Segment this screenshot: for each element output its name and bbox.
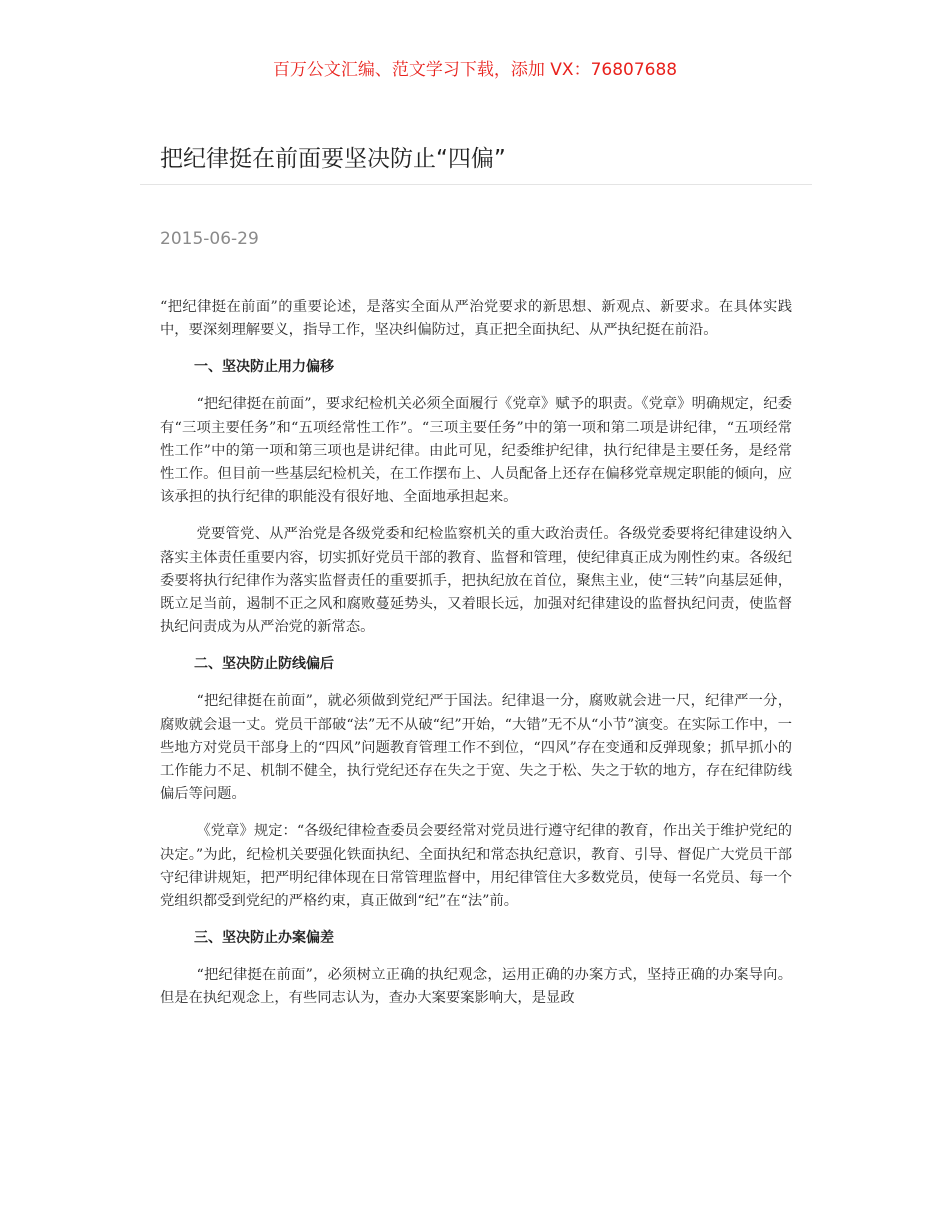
paragraph: “把纪律挺在前面”，就必须做到党纪严于国法。纪律退一分，腐败就会进一尺，纪律严一分，腐败就会退一丈。党员干部破“法”无不从破“纪”开始，“大错”无不从“小节”演变。在实际工作中，一些地方对党员干部身上的“四风”问题教育管理工作不到位，“四风”存在变通和反弹现象；抓早抓小的工作能力不足、机制不健全，执行党纪还存在失之于宽、失之于松、失之于软的地方，存在纪律防线偏后等问题。 bbox=[160, 693, 792, 803]
section-heading: 一、坚决防止用力偏移 bbox=[194, 359, 334, 376]
intro-paragraph: “把纪律挺在前面”的重要论述，是落实全面从严治党要求的新思想、新观点、新要求。在具体实践中，要深刻理解要义，指导工作，坚决纠偏防过，真正把全面执纪、从严执纪挺在前沿。 bbox=[160, 299, 792, 339]
paragraph: 《党章》规定：“各级纪律检查委员会要经常对党员进行遵守纪律的教育，作出关于维护党纪的决定。”为此，纪检机关要强化铁面执纪、全面执纪和常态执纪意识，教育、引导、督促广大党员干部守纪律讲规矩，把严明纪律体现在日常管理监督中，用纪律管住大多数党员，使每一名党员、每一个党组织都受到党纪的严格约束，真正做到“纪”在“法”前。 bbox=[160, 823, 792, 910]
promo-banner: 百万公文汇编、范文学习下载，添加 VX：76807688 bbox=[272, 60, 678, 80]
section-heading: 三、坚决防止办案偏差 bbox=[194, 930, 334, 947]
article-body bbox=[160, 296, 792, 1025]
title-divider bbox=[140, 184, 812, 185]
paragraph: 党要管党、从严治党是各级党委和纪检监察机关的重大政治责任。各级党委要将纪律建设纳入落实主体责任重要内容，切实抓好党员干部的教育、监督和管理，使纪律真正成为刚性约束。各级纪委要将执行纪律作为落实监督责任的重要抓手，把执纪放在首位，聚焦主业，使“三转”向基层延伸，既立足当前，遏制不正之风和腐败蔓延势头，又着眼长远，加强对纪律建设的监督执纪问责，使监督执纪问责成为从严治党的新常态。 bbox=[160, 526, 792, 636]
paragraph: “把纪律挺在前面”，必须树立正确的执纪观念，运用正确的办案方式，坚持正确的办案导向。但是在执纪观念上，有些同志认为，查办大案要案影响大，是显政 bbox=[160, 967, 792, 1007]
paragraph: “把纪律挺在前面”，要求纪检机关必须全面履行《党章》赋予的职责。《党章》明确规定，纪委有“三项主要任务”和“五项经常性工作”。“三项主要任务”中的第一项和第二项是讲纪律，“五项经常性工作”中的第一项和第三项也是讲纪律。由此可见，纪委维护纪律，执行纪律是主要任务，是经常性工作。但目前一些基层纪检机关，在工作摆布上、人员配备上还存在偏移党章规定职能的倾向，应该承担的执行纪律的职能没有很好地、全面地承担起来。 bbox=[160, 396, 792, 506]
article-title: 把纪律挺在前面要坚决防止“四偏” bbox=[160, 146, 506, 172]
publish-date: 2015-06-29 bbox=[160, 229, 259, 249]
section-heading: 二、坚决防止防线偏后 bbox=[194, 656, 334, 673]
